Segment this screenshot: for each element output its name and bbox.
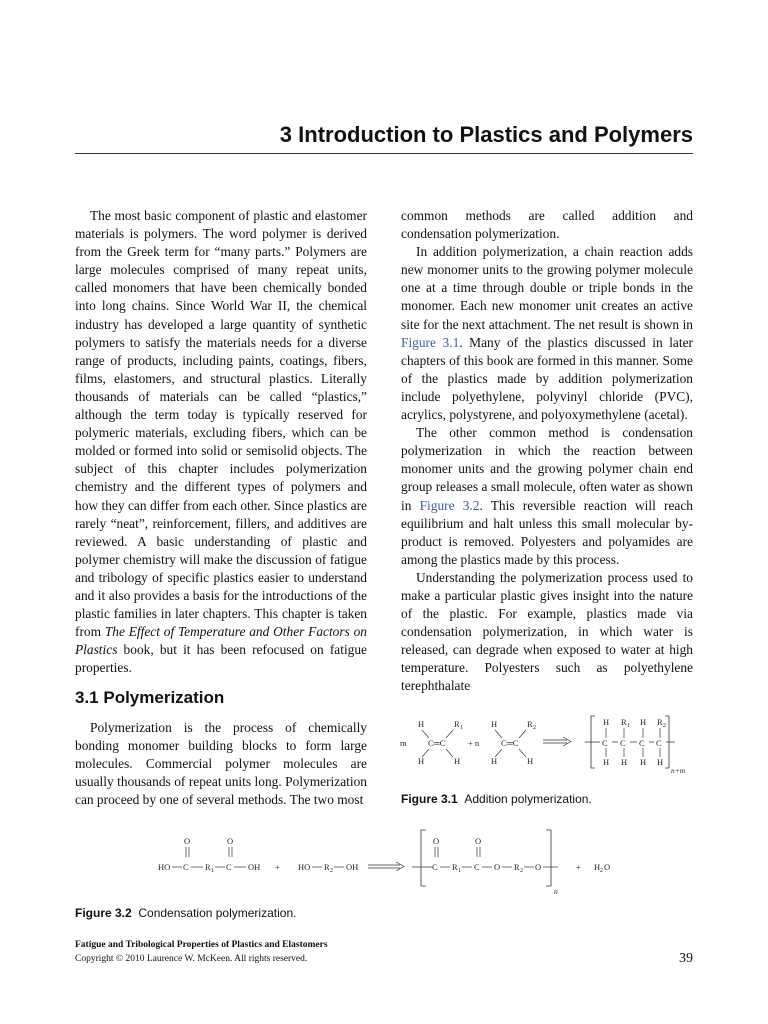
svg-text:+ n: + n [468,738,480,748]
svg-text:O: O [535,862,542,872]
left-column [75,207,367,677]
section-body [75,719,367,809]
chapter-title: 3 Introduction to Plastics and Polymers [279,122,693,147]
svg-text:2: 2 [600,868,603,874]
svg-text:R: R [454,719,460,729]
svg-text:+: + [576,862,581,872]
svg-text:H: H [621,757,628,767]
svg-text:H: H [594,862,601,872]
svg-text:H: H [491,756,498,766]
svg-text:HO: HO [298,862,311,872]
svg-text:R: R [527,719,533,729]
svg-text:2: 2 [663,723,666,729]
svg-text:C: C [620,738,626,748]
svg-text:1: 1 [211,868,214,874]
svg-text:R: R [514,862,520,872]
svg-text:O: O [184,836,191,846]
paragraph-condensation: The other common method is condensation polymerization in which the reaction between monomer units and the growing polymer chain end group releases a small molecule, often water as shown in Figure 3.2. This reversible reaction will reach equilibrium and halt unless this small molecular by-product is removed. Polyesters and polyamides are among the plastics made by this process. [401,425,693,567]
svg-text:C: C [183,862,189,872]
m-label: m [400,738,407,748]
figure-3-2-caption: Figure 3.2 Condensation polymerization. [75,906,297,920]
figure-3-1-diagram [395,712,705,782]
svg-text:2: 2 [533,725,536,731]
figure-3-1-caption: Figure 3.1 Addition polymerization. [401,792,592,806]
svg-text:R: R [205,862,211,872]
svg-text:R: R [452,862,458,872]
svg-text:O: O [433,836,440,846]
svg-text:H: H [603,717,610,727]
svg-text:O: O [475,836,482,846]
svg-text:C═C: C═C [501,738,519,748]
svg-text:2: 2 [330,868,333,874]
svg-text:C: C [474,862,480,872]
svg-text:R: R [657,717,663,727]
svg-text:O: O [227,836,234,846]
svg-text:OH: OH [346,862,359,872]
paragraph-addition: In addition polymerization, a chain reaction adds new monomer units to the growing polymer molecule one at a time through double or triple bonds in the monomer. Each new monomer unit creates an active site for the next attachment. The net result is shown in Figure 3.1. Many of the plastics discussed in later chapters of this book are formed in this manner. Some of the plastics made by addition polymerization include polyethylene, polyvinyl chloride (PVC), acrylics, polystyrene, and polyoxymethylene (acetal). [401,244,693,423]
paragraph-continued: common methods are called addition and condensation polymerization. [401,208,693,242]
svg-text:O: O [494,862,501,872]
section-heading: 3.1 Polymerization [75,688,225,707]
figure-3-2-link[interactable]: Figure 3.2 [419,497,480,513]
svg-text:n: n [554,887,558,896]
svg-text:1: 1 [458,868,461,874]
svg-text:H: H [657,757,664,767]
svg-text:2: 2 [520,868,523,874]
svg-text:n+m: n+m [671,766,686,775]
svg-text:R: R [621,717,627,727]
svg-text:H: H [418,756,425,766]
svg-text:+: + [275,862,280,872]
svg-text:H: H [418,719,425,729]
svg-text:C: C [656,738,662,748]
svg-text:R: R [324,862,330,872]
svg-text:H: H [640,717,647,727]
svg-text:1: 1 [627,723,630,729]
svg-text:O: O [604,862,611,872]
figure-3-2-diagram [150,826,620,896]
svg-text:HO: HO [158,862,171,872]
figure-3-1-link[interactable]: Figure 3.1 [401,334,460,350]
intro-paragraph: The most basic component of plastic and elastomer materials is polymers. The word polymer is derived from the Greek term for “many parts.” Polymers are large molecules comprised of many repeat units, called monomers that have been chemically bonded into long chains. Since World War II, the chemical industry has developed a large quantity of synthetic polymers to satisfy the materials needs for a diverse range of products, including paints, coatings, fibers, films, elastomers, and structural plastics. Literally thousands of materials can be called “plastics,” although the term today is typically reserved for polymeric materials, excluding fibers, which can be molded or formed into solid or semisolid objects. The subject of this chapter includes polymerization chemistry and the different types of polymers and how they can differ from each other. Since plastics are rarely “neat”, reinforcement, fillers, and additives are reviewed. A basic understanding of plastic and polymer chemistry will make the discussion of fatigue and tribology of specific plastics easier to understand and it also provides a basis for the introductions of the plastic families in later chapters. This chapter is taken from The Effect of Temperature and Other Factors on Plastics book, but it has been refocused on fatigue properties. [75,208,367,676]
svg-text:H: H [454,756,461,766]
right-column [401,207,693,696]
paragraph-understanding: Understanding the polymerization process used to make a particular plastic gives insight into the nature of the plastic. For example, plastics made via condensation polymerization, in which water is released, can degrade when exposed to water at high temperature. Polyesters such as polyethylene terephthalate [401,569,693,694]
title-rule [75,153,693,154]
svg-text:H: H [640,757,647,767]
svg-text:H: H [603,757,610,767]
svg-text:C═C: C═C [428,738,446,748]
svg-text:1: 1 [460,725,463,731]
svg-text:H: H [491,719,498,729]
svg-text:H: H [527,756,534,766]
polymerization-paragraph: Polymerization is the process of chemically bonding monomer building blocks to form large molecules. Commercial polymer molecules are usually thousands of repeat units long. Polymerization can proceed by one of several methods. The two most [75,720,367,808]
svg-text:C: C [602,738,608,748]
svg-text:C: C [639,738,645,748]
svg-text:OH: OH [248,862,261,872]
svg-text:C: C [432,862,438,872]
page-number: 39 [679,951,693,966]
footer-copyright: Copyright © 2010 Laurence W. McKeen. All rights reserved. [75,954,308,964]
svg-text:C: C [226,862,232,872]
footer-book-title: Fatigue and Tribological Properties of Plastics and Elastomers [75,940,328,950]
